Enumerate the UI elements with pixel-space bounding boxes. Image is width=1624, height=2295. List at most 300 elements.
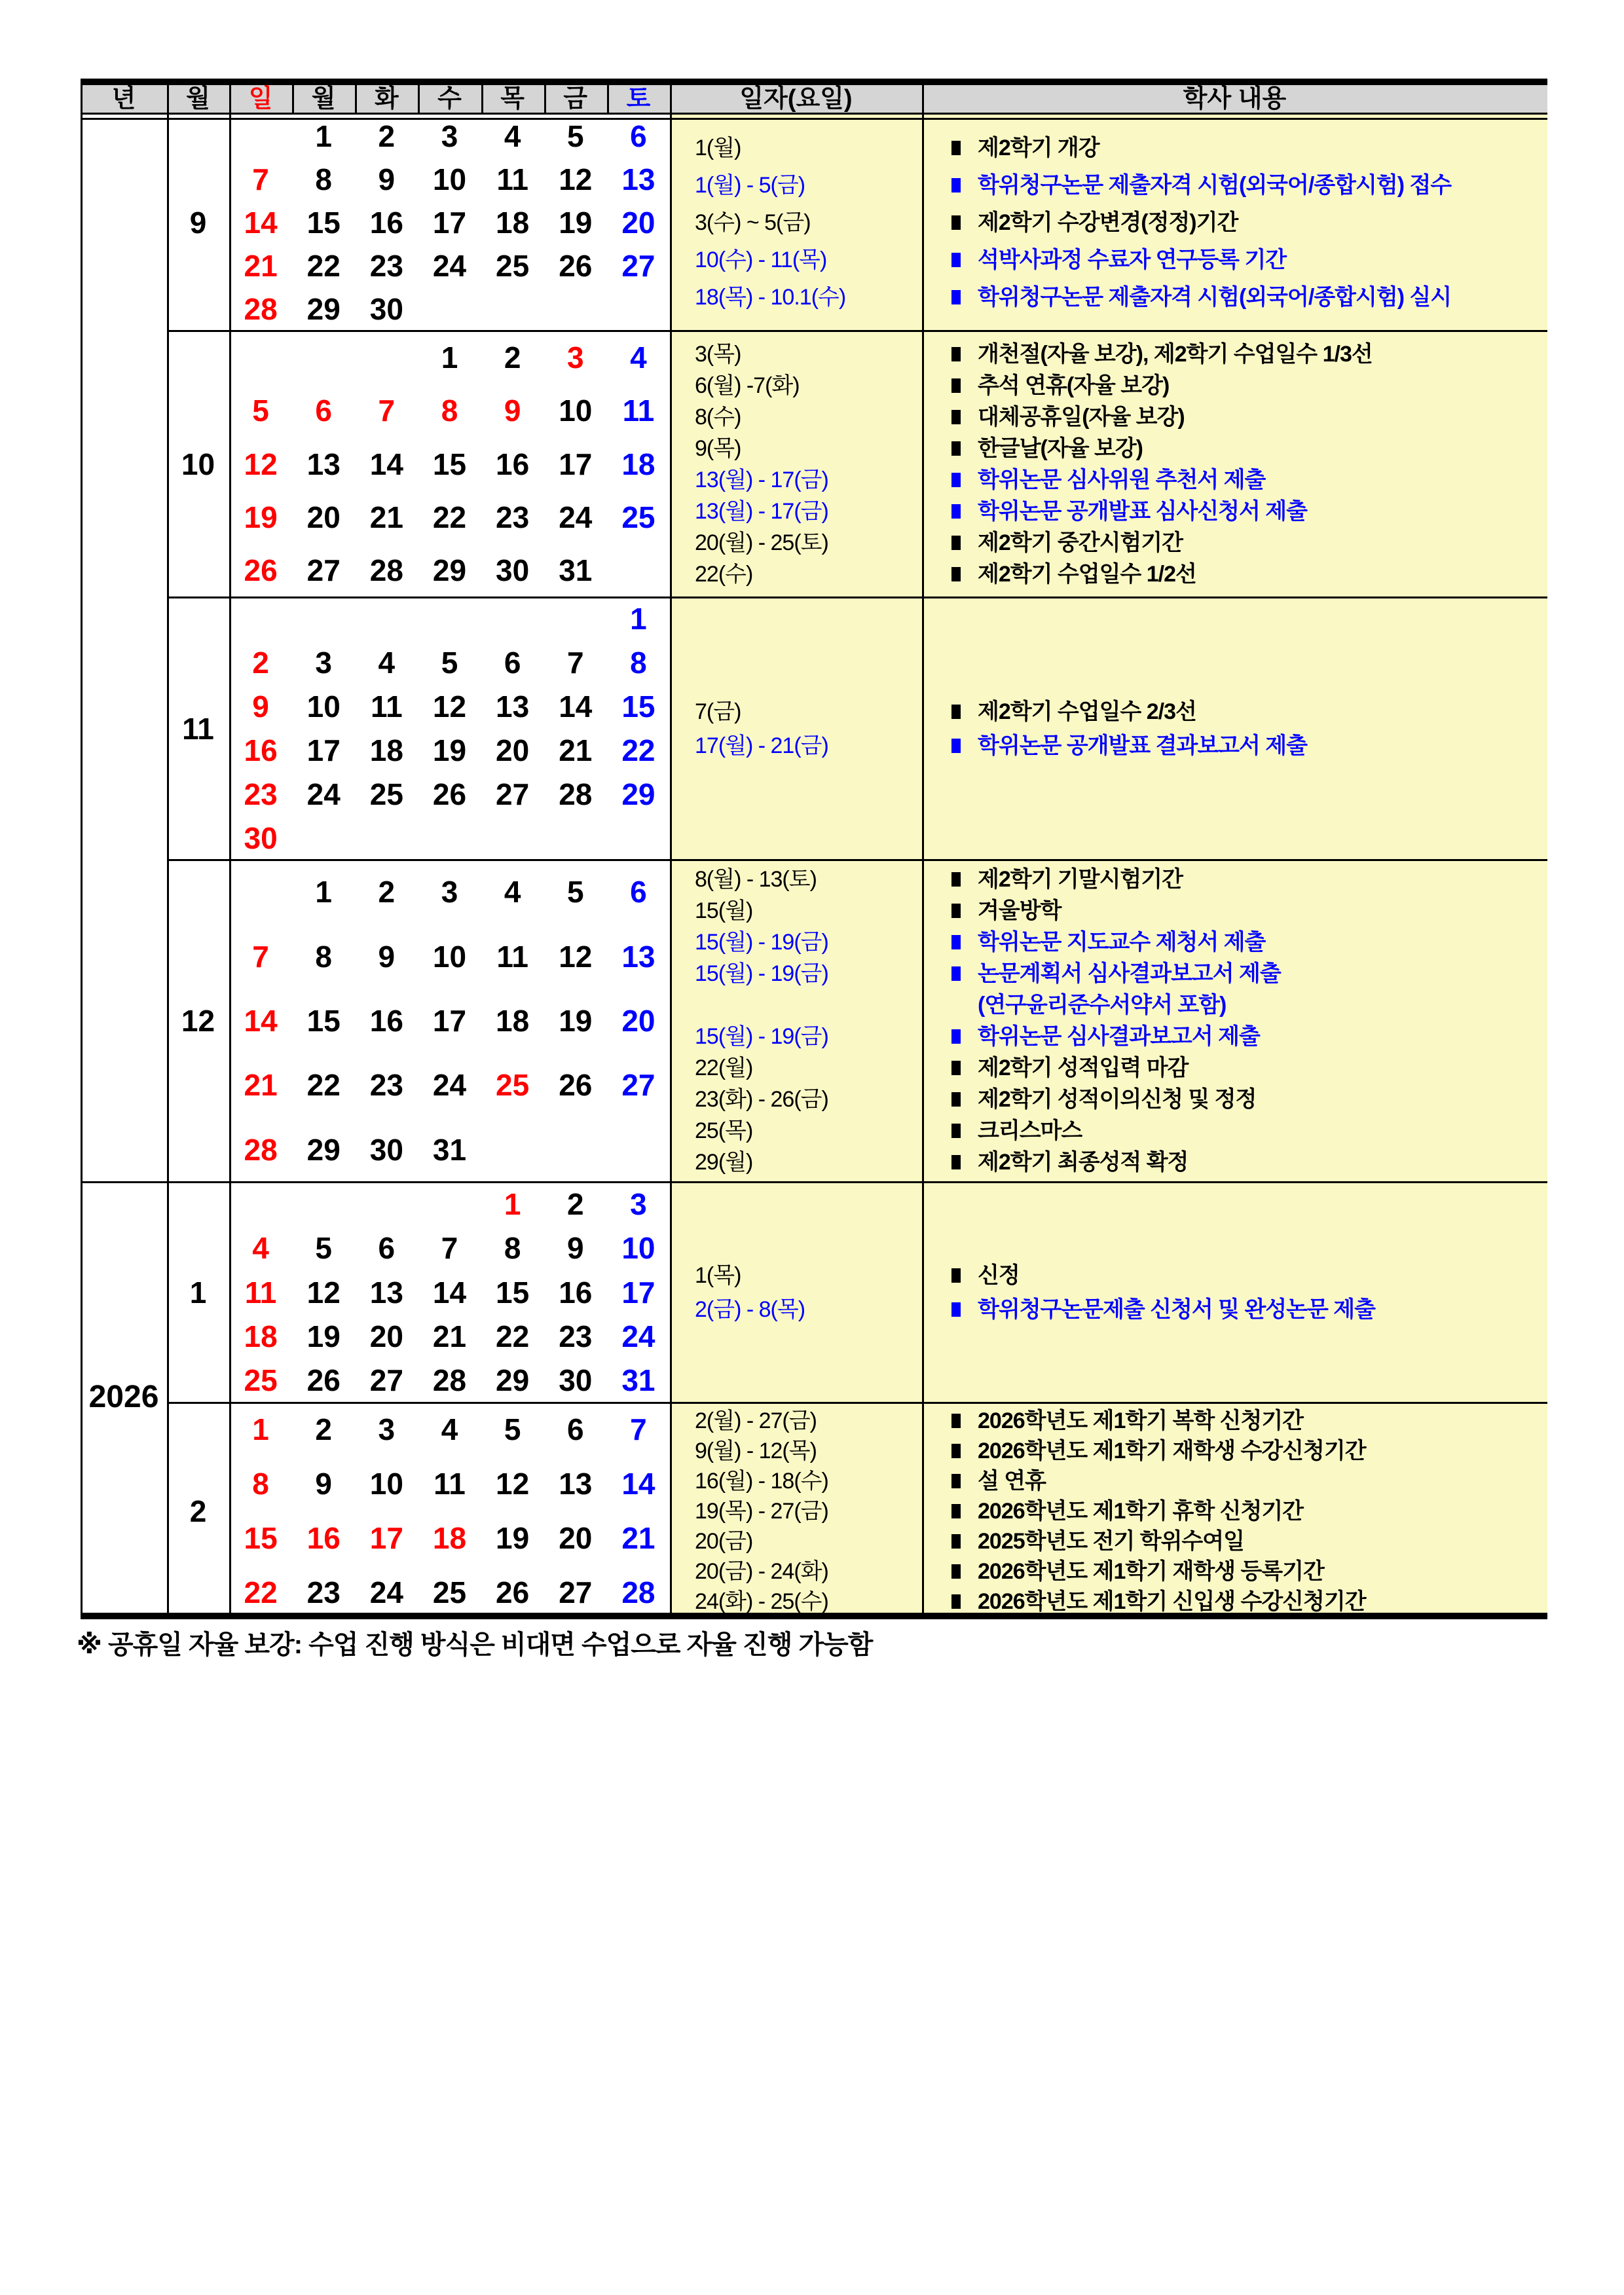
event-date: 8(수) — [695, 404, 741, 430]
calendar-day: 2 — [566, 1186, 584, 1221]
calendar-day: 15 — [306, 1004, 341, 1038]
calendar-day: 18 — [496, 206, 530, 240]
calendar-day: 20 — [621, 206, 655, 240]
calendar-day: 3 — [315, 646, 332, 680]
calendar-day: 27 — [559, 1575, 593, 1609]
calendar-day: 7 — [441, 1231, 458, 1266]
header-weekday-label: 목 — [500, 85, 525, 113]
calendar-day: 6 — [378, 1231, 396, 1266]
calendar-day: 28 — [621, 1575, 655, 1609]
calendar-day: 5 — [441, 646, 458, 680]
event-date: 10(수) - 11(목) — [695, 247, 827, 272]
event-date: 24(화) - 25(수) — [695, 1588, 828, 1614]
event-bullet-icon — [951, 536, 961, 550]
calendar-day: 5 — [252, 394, 269, 428]
calendar-day: 27 — [496, 777, 530, 811]
calendar-day: 22 — [496, 1319, 530, 1353]
grid-vline — [922, 85, 924, 1613]
event-bullet-icon — [951, 1029, 961, 1044]
calendar-day: 10 — [621, 1231, 655, 1266]
event-date: 22(월) — [695, 1056, 753, 1080]
calendar-day: 6 — [630, 875, 647, 909]
calendar-day: 13 — [559, 1467, 593, 1501]
event-text: 학위청구논문 제출자격 시험(외국어/종합시험) 접수 — [978, 172, 1452, 198]
calendar-day: 22 — [621, 733, 655, 767]
calendar-day: 11 — [496, 162, 528, 196]
calendar-day: 6 — [630, 119, 647, 153]
calendar-day: 20 — [559, 1520, 593, 1555]
calendar-table — [81, 79, 1547, 1619]
event-bullet-icon — [951, 904, 961, 918]
calendar-day: 16 — [244, 733, 278, 767]
calendar-day: 4 — [504, 119, 521, 153]
calendar-day: 4 — [504, 875, 521, 909]
calendar-day: 20 — [496, 733, 530, 767]
grid-vline — [670, 85, 672, 1613]
calendar-day: 24 — [559, 500, 593, 534]
event-bullet-icon — [951, 567, 961, 581]
calendar-day: 26 — [244, 553, 278, 588]
event-date: 23(화) - 26(금) — [695, 1087, 828, 1112]
calendar-day: 16 — [306, 1520, 341, 1555]
calendar-day: 1 — [315, 875, 332, 909]
header-weekday-label: 토 — [626, 85, 651, 113]
calendar-day: 17 — [306, 733, 341, 767]
calendar-day: 31 — [621, 1363, 655, 1398]
calendar-day: 28 — [432, 1363, 467, 1398]
header-month-label: 월 — [186, 85, 210, 113]
event-text: 학위청구논문 제출자격 시험(외국어/종합시험) 실시 — [978, 284, 1452, 310]
event-text: 논문계획서 심사결과보고서 제출 — [978, 961, 1281, 986]
calendar-day: 26 — [306, 1363, 341, 1398]
calendar-day: 12 — [496, 1467, 530, 1501]
header-double-line — [81, 113, 1547, 115]
calendar-day: 26 — [559, 249, 593, 283]
calendar-day: 7 — [378, 394, 396, 428]
calendar-day: 23 — [244, 777, 278, 811]
calendar-day: 25 — [496, 249, 530, 283]
calendar-day: 19 — [244, 500, 278, 534]
event-bullet-icon — [951, 1155, 961, 1169]
event-bullet-icon — [951, 1474, 961, 1488]
event-bullet-icon — [951, 290, 961, 304]
calendar-day: 7 — [630, 1412, 647, 1447]
event-text: 2026학년도 제1학기 신입생 수강신청기간 — [978, 1588, 1366, 1614]
year-separator-line — [81, 1181, 1547, 1183]
calendar-day: 2 — [378, 875, 396, 909]
event-bullet-icon — [951, 253, 961, 267]
calendar-day: 9 — [252, 689, 269, 724]
event-bullet-icon — [951, 935, 961, 949]
event-date: 1(월) - 5(금) — [695, 172, 805, 198]
event-date: 13(월) - 17(금) — [695, 498, 828, 524]
calendar-day: 1 — [252, 1412, 269, 1447]
calendar-day: 10 — [432, 939, 467, 974]
event-bullet-icon — [951, 1564, 961, 1579]
calendar-day: 29 — [621, 777, 655, 811]
event-text: 설 연휴 — [978, 1468, 1046, 1494]
month-number: 12 — [181, 1004, 215, 1038]
calendar-day: 25 — [432, 1575, 467, 1609]
calendar-day: 21 — [432, 1319, 467, 1353]
calendar-day: 18 — [244, 1319, 278, 1353]
calendar-day: 12 — [306, 1275, 341, 1310]
event-text: 학위논문 지도교수 제청서 제출 — [978, 930, 1266, 955]
calendar-day: 3 — [378, 1412, 396, 1447]
calendar-day: 1 — [504, 1186, 521, 1221]
event-bullet-icon — [951, 378, 961, 393]
calendar-day: 26 — [559, 1068, 593, 1103]
event-date: 15(월) — [695, 898, 753, 923]
calendar-day: 17 — [369, 1520, 403, 1555]
calendar-day: 8 — [315, 162, 332, 196]
event-text: (연구윤리준수서약서 포함) — [978, 993, 1227, 1018]
calendar-day: 5 — [566, 875, 584, 909]
calendar-day: 10 — [369, 1467, 403, 1501]
event-text: 2026학년도 제1학기 재학생 등록기간 — [978, 1558, 1324, 1584]
event-bullet-icon — [951, 410, 961, 424]
calendar-day: 31 — [559, 553, 593, 588]
calendar-day: 15 — [432, 447, 467, 481]
calendar-day: 9 — [504, 394, 521, 428]
calendar-day: 22 — [306, 249, 341, 283]
calendar-day: 22 — [244, 1575, 278, 1609]
calendar-day: 15 — [621, 689, 655, 724]
event-text: 2026학년도 제1학기 휴학 신청기간 — [978, 1498, 1304, 1524]
calendar-day: 16 — [559, 1275, 593, 1310]
calendar-day: 8 — [441, 394, 458, 428]
calendar-day: 2 — [252, 646, 269, 680]
calendar-day: 1 — [315, 119, 332, 153]
event-date: 20(월) - 25(토) — [695, 530, 828, 555]
event-bullet-icon — [951, 178, 961, 193]
calendar-day: 29 — [432, 553, 467, 588]
event-text: 제2학기 수업일수 1/2선 — [978, 561, 1196, 587]
calendar-day: 12 — [432, 689, 467, 724]
event-text: 학위논문 심사결과보고서 제출 — [978, 1024, 1260, 1049]
event-text: 2026학년도 제1학기 복학 신청기간 — [978, 1408, 1304, 1433]
calendar-day: 13 — [496, 689, 530, 724]
calendar-day: 28 — [244, 1132, 278, 1167]
calendar-day: 16 — [496, 447, 530, 481]
event-date: 15(월) - 19(금) — [695, 961, 828, 986]
event-bullet-icon — [951, 1594, 961, 1609]
calendar-day: 30 — [369, 1132, 403, 1167]
calendar-day: 25 — [621, 500, 655, 534]
event-date: 20(금) — [695, 1528, 753, 1554]
event-date: 15(월) - 19(금) — [695, 930, 828, 955]
event-text: 대체공휴일(자율 보강) — [978, 404, 1185, 430]
calendar-day: 24 — [306, 777, 341, 811]
event-date: 17(월) - 21(금) — [695, 733, 828, 758]
event-text: 제2학기 기말시험기간 — [978, 867, 1183, 892]
calendar-day: 19 — [432, 733, 467, 767]
calendar-day: 27 — [621, 1068, 655, 1103]
event-text: 한글날(자율 보강) — [978, 435, 1143, 461]
calendar-day: 15 — [496, 1275, 530, 1310]
event-text: 학위논문 공개발표 결과보고서 제출 — [978, 733, 1307, 758]
month-number: 11 — [182, 711, 214, 746]
calendar-day: 14 — [244, 1004, 278, 1038]
calendar-day: 17 — [432, 206, 467, 240]
calendar-day: 23 — [496, 500, 530, 534]
calendar-day: 13 — [621, 939, 655, 974]
calendar-day: 21 — [369, 500, 403, 534]
calendar-day: 23 — [306, 1575, 341, 1609]
event-text: 겨울방학 — [978, 898, 1061, 923]
calendar-day: 30 — [496, 553, 530, 588]
calendar-day: 21 — [621, 1520, 655, 1555]
calendar-day: 22 — [306, 1068, 341, 1103]
calendar-day: 19 — [559, 1004, 593, 1038]
calendar-day: 14 — [244, 206, 278, 240]
calendar-day: 18 — [621, 447, 655, 481]
calendar-day: 12 — [559, 162, 593, 196]
table-top-border — [81, 79, 1547, 85]
event-date: 6(월) -7(화) — [695, 373, 800, 398]
calendar-day: 28 — [369, 553, 403, 588]
event-date: 1(월) — [695, 135, 741, 160]
year-label: 2026 — [88, 1380, 159, 1414]
calendar-day: 2 — [504, 340, 521, 375]
calendar-day: 11 — [434, 1467, 466, 1501]
event-text: 추석 연휴(자율 보강) — [978, 373, 1170, 398]
calendar-day: 6 — [566, 1412, 584, 1447]
calendar-day: 12 — [244, 447, 278, 481]
calendar-day: 14 — [369, 447, 403, 481]
calendar-day: 30 — [559, 1363, 593, 1398]
event-date: 2(금) - 8(목) — [695, 1296, 805, 1322]
calendar-day: 5 — [566, 119, 584, 153]
event-bullet-icon — [951, 966, 961, 981]
calendar-day: 13 — [369, 1275, 403, 1310]
header-weekday-label: 일 — [248, 85, 273, 113]
calendar-day: 4 — [630, 340, 647, 375]
calendar-day: 20 — [306, 500, 341, 534]
calendar-day: 31 — [432, 1132, 467, 1167]
calendar-day: 11 — [622, 394, 655, 428]
event-text: 제2학기 중간시험기간 — [978, 530, 1183, 555]
calendar-day: 8 — [315, 939, 332, 974]
calendar-day: 11 — [244, 1275, 277, 1310]
calendar-day: 12 — [559, 939, 593, 974]
event-bullet-icon — [951, 1414, 961, 1428]
calendar-day: 9 — [566, 1231, 584, 1266]
calendar-day: 17 — [621, 1275, 655, 1310]
calendar-day: 26 — [432, 777, 467, 811]
calendar-day: 24 — [432, 1068, 467, 1103]
calendar-day: 9 — [378, 162, 396, 196]
calendar-day: 16 — [369, 206, 403, 240]
event-text: 2026학년도 제1학기 재학생 수강신청기간 — [978, 1438, 1366, 1463]
event-date: 3(목) — [695, 341, 741, 367]
header-weekday-label: 화 — [374, 85, 399, 113]
event-date: 19(목) - 27(금) — [695, 1498, 828, 1524]
event-date: 9(목) — [695, 435, 741, 461]
event-text: 제2학기 수강변경(정정)기간 — [978, 210, 1238, 235]
event-bullet-icon — [951, 705, 961, 719]
header-weekday-label: 월 — [311, 85, 336, 113]
event-bullet-icon — [951, 347, 961, 361]
event-text: 학위청구논문제출 신청서 및 완성논문 제출 — [978, 1296, 1375, 1322]
calendar-day: 1 — [630, 602, 647, 636]
calendar-day: 24 — [621, 1319, 655, 1353]
event-date: 29(월) — [695, 1150, 753, 1175]
month-separator-line — [167, 1402, 1547, 1404]
calendar-day: 4 — [378, 646, 396, 680]
calendar-day: 11 — [371, 689, 403, 724]
event-date: 22(수) — [695, 561, 753, 587]
event-bullet-icon — [951, 739, 961, 753]
calendar-day: 2 — [315, 1412, 332, 1447]
event-date: 15(월) - 19(금) — [695, 1024, 828, 1049]
calendar-day: 26 — [496, 1575, 530, 1609]
calendar-day: 3 — [441, 875, 458, 909]
event-bullet-icon — [951, 215, 961, 230]
calendar-day: 4 — [441, 1412, 458, 1447]
calendar-day: 6 — [504, 646, 521, 680]
calendar-day: 9 — [378, 939, 396, 974]
calendar-day: 6 — [315, 394, 332, 428]
footnote: ※ 공휴일 자율 보강: 수업 진행 방식은 비대면 수업으로 자율 진행 가능함 — [77, 1630, 873, 1659]
calendar-day: 24 — [369, 1575, 403, 1609]
calendar-day: 21 — [244, 1068, 278, 1103]
calendar-day: 20 — [621, 1004, 655, 1038]
calendar-day: 28 — [244, 292, 278, 326]
calendar-day: 14 — [621, 1467, 655, 1501]
calendar-day: 18 — [369, 733, 403, 767]
event-date: 8(월) - 13(토) — [695, 867, 817, 892]
calendar-day: 16 — [369, 1004, 403, 1038]
event-bullet-icon — [951, 1124, 961, 1138]
month-number: 1 — [189, 1275, 207, 1310]
calendar-day: 25 — [244, 1363, 278, 1398]
event-bullet-icon — [951, 872, 961, 887]
event-bullet-icon — [951, 1061, 961, 1075]
header-content-column-label: 학사 내용 — [1183, 85, 1287, 113]
event-text: 제2학기 수업일수 2/3선 — [978, 699, 1196, 724]
calendar-day: 27 — [369, 1363, 403, 1398]
calendar-day: 30 — [369, 292, 403, 326]
event-text: 제2학기 개강 — [978, 135, 1099, 160]
calendar-day: 27 — [621, 249, 655, 283]
header-weekday-label: 수 — [437, 85, 462, 113]
calendar-day: 9 — [315, 1467, 332, 1501]
event-bullet-icon — [951, 1302, 961, 1317]
calendar-day: 15 — [244, 1520, 278, 1555]
calendar-day: 21 — [244, 249, 278, 283]
calendar-day: 1 — [441, 340, 458, 375]
event-date: 18(목) - 10.1(수) — [695, 284, 846, 310]
calendar-day: 18 — [432, 1520, 467, 1555]
header-weekday-label: 금 — [563, 85, 588, 113]
month-number: 9 — [189, 206, 207, 240]
event-bullet-icon — [951, 504, 961, 519]
event-text: 개천절(자율 보강), 제2학기 수업일수 1/3선 — [978, 341, 1373, 367]
calendar-day: 19 — [559, 206, 593, 240]
calendar-day: 3 — [441, 119, 458, 153]
calendar-day: 19 — [496, 1520, 530, 1555]
event-text: 학위논문 공개발표 심사신청서 제출 — [978, 498, 1307, 524]
grid-vline — [167, 85, 169, 1613]
event-bullet-icon — [951, 441, 961, 456]
calendar-day: 25 — [369, 777, 403, 811]
calendar-day: 25 — [496, 1068, 530, 1103]
month-separator-line — [167, 330, 1547, 332]
calendar-day: 21 — [559, 733, 593, 767]
event-date: 1(목) — [695, 1262, 741, 1288]
calendar-day: 30 — [244, 820, 278, 855]
event-date: 7(금) — [695, 699, 741, 724]
calendar-day: 29 — [496, 1363, 530, 1398]
event-text: 학위논문 심사위원 추천서 제출 — [978, 467, 1266, 492]
calendar-day: 10 — [432, 162, 467, 196]
event-bullet-icon — [951, 473, 961, 487]
event-bullet-icon — [951, 1534, 961, 1549]
event-bullet-icon — [951, 1504, 961, 1518]
event-text: 신정 — [978, 1262, 1020, 1288]
event-text: 제2학기 성적입력 마감 — [978, 1056, 1189, 1080]
calendar-day: 23 — [369, 249, 403, 283]
event-date: 3(수) ~ 5(금) — [695, 210, 811, 235]
event-text: 제2학기 최종성적 확정 — [978, 1150, 1189, 1175]
event-date: 2(월) - 27(금) — [695, 1408, 817, 1433]
event-bullet-icon — [951, 1092, 961, 1107]
calendar-day: 23 — [559, 1319, 593, 1353]
calendar-day: 7 — [566, 646, 584, 680]
calendar-day: 5 — [315, 1231, 332, 1266]
event-text: 석박사과정 수료자 연구등록 기간 — [978, 247, 1287, 272]
calendar-day: 23 — [369, 1068, 403, 1103]
calendar-day: 5 — [504, 1412, 521, 1447]
calendar-day: 7 — [252, 939, 269, 974]
calendar-day: 18 — [496, 1004, 530, 1038]
calendar-day: 4 — [252, 1231, 269, 1266]
header-year-label: 년 — [111, 85, 136, 113]
calendar-day: 3 — [630, 1186, 647, 1221]
month-number: 10 — [181, 447, 215, 481]
calendar-day: 24 — [432, 249, 467, 283]
month-separator-line — [167, 597, 1547, 598]
event-date: 13(월) - 17(금) — [695, 467, 828, 492]
calendar-day: 8 — [630, 646, 647, 680]
calendar-day: 14 — [559, 689, 593, 724]
event-date: 20(금) - 24(화) — [695, 1558, 828, 1584]
event-bullet-icon — [951, 1268, 961, 1283]
calendar-day: 17 — [432, 1004, 467, 1038]
calendar-day: 19 — [306, 1319, 341, 1353]
calendar-day: 22 — [432, 500, 467, 534]
calendar-day: 11 — [496, 939, 528, 974]
event-date: 9(월) - 12(목) — [695, 1438, 817, 1463]
event-text: 제2학기 성적이의신청 및 정정 — [978, 1087, 1257, 1112]
calendar-day: 29 — [306, 1132, 341, 1167]
calendar-day: 10 — [306, 689, 341, 724]
calendar-day: 29 — [306, 292, 341, 326]
event-text: 2025학년도 전기 학위수여일 — [978, 1528, 1244, 1554]
calendar-day: 7 — [252, 162, 269, 196]
calendar-day: 27 — [306, 553, 341, 588]
calendar-day: 10 — [559, 394, 593, 428]
month-number: 2 — [189, 1494, 207, 1528]
calendar-day: 17 — [559, 447, 593, 481]
calendar-day: 28 — [559, 777, 593, 811]
calendar-day: 2 — [378, 119, 396, 153]
calendar-day: 8 — [252, 1467, 269, 1501]
event-bullet-icon — [951, 141, 961, 155]
month-separator-line — [167, 859, 1547, 861]
event-date: 16(월) - 18(수) — [695, 1468, 828, 1494]
